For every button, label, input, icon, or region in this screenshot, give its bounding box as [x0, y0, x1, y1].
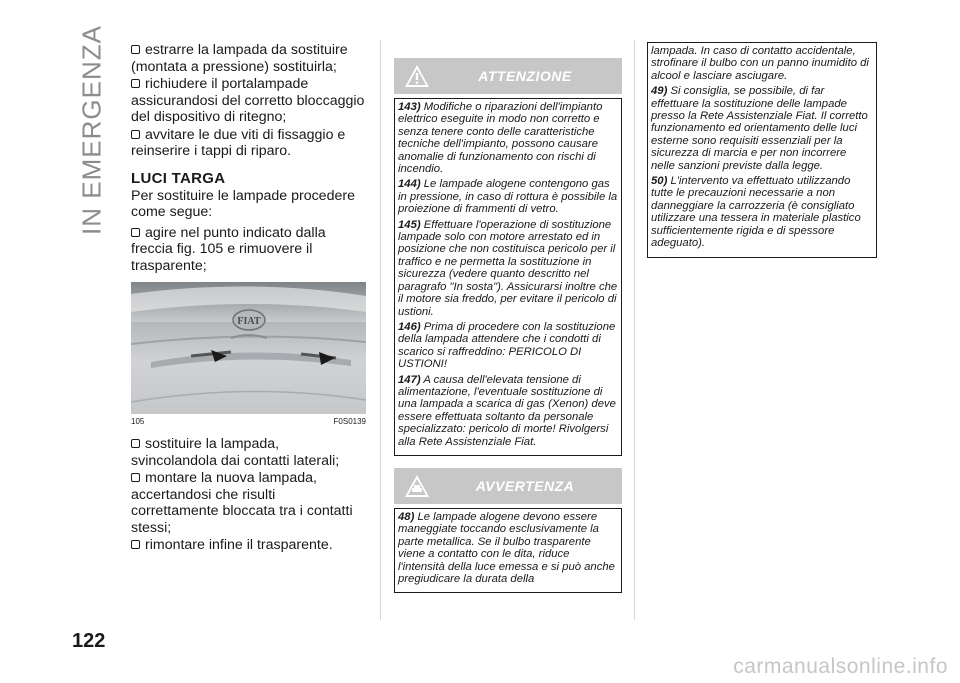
bullet-item: sostituire la lampada, svincolandola dai contatti laterali; — [131, 436, 340, 469]
attenzione-box — [394, 98, 622, 456]
avvertenza-title: AVVERTENZA — [475, 477, 575, 494]
tailgate-illustration — [131, 282, 366, 414]
figure-caption — [131, 417, 366, 426]
note-item: 146) Prima di procedere con la sostituzione della lampada attendere che i condotti di scarico si raffreddino: PERICOLO DI USTIONI! — [398, 320, 616, 371]
note-item: 147) A causa dell'elevata tensione di alimentazione, l'eventuale sostituzione di una lampada a scarica di gas (Xenon) deve essere effettuata soltanto da personale specializzato: pericolo di morte! Rivolgersi alla Rete Assistenziale Fiat. — [398, 373, 616, 448]
page-number: 122 — [72, 630, 106, 652]
bullet-item: agire nel punto indicato dalla freccia fig. 105 e rimuovere il trasparente; — [131, 224, 326, 274]
column-warnings — [394, 58, 622, 593]
checkbox-bullet-icon — [131, 540, 140, 549]
section-tab-label: IN EMERGENZA — [76, 25, 107, 235]
bullet-item: richiudere il portalampade assicurandosi del corretto bloccaggio del dispositivo di ritegno; — [131, 76, 365, 125]
checkbox-bullet-icon — [131, 228, 140, 237]
note-continuation: lampada. In caso di contatto accidentale, strofinare il bulbo con un panno inumidito di alcool e lasciare asciugare. — [651, 45, 869, 82]
bullet-item: avvitare le due viti di fissaggio e reinserire i tappi di riparo. — [131, 126, 346, 159]
attenzione-title: ATTENZIONE — [478, 68, 572, 84]
column-procedure — [131, 42, 366, 555]
bullet-item: estrarre la lampada da sostituire (montata a pressione) sostituirla; — [131, 42, 348, 75]
note-item: 49) Si consiglia, se possibile, di far effettuare la sostituzione delle lampade presso la Rete Assistenziale Fiat. Il corretto funzionamento ed orientamento delle luci esterne sono requisiti essenziali per la sicurezza di marcia e per non incorrere nelle sanzioni previste dalla legge. — [651, 85, 868, 172]
figure-code: F0S0139 — [333, 417, 366, 426]
intro-text: Per sostituire le lampade procedere come segue: — [131, 187, 355, 220]
bullet-item: rimontare infine il trasparente. — [131, 537, 366, 554]
note-item: 143) Modifiche o riparazioni dell'impianto elettrico eseguite in modo non corretto e senza tenere conto delle caratteristiche tecniche dell'impianto, possono causare anomalie di funzionamento con rischi di incendio. — [398, 101, 603, 176]
note-item: 48) Le lampade alogene devono essere maneggiate toccando esclusivamente la parte metallica. Se il bulbo trasparente viene a contatto con le dita, riduce l'intensità della luce emessa e si può anche pregiudicare la durata della — [398, 510, 615, 585]
column-divider — [380, 40, 381, 620]
note-item: 50) L'intervento va effettuato utilizzando tutte le precauzioni necessarie a non danneggiare la carrozzeria (è consigliato utilizzare una tessera in materiale plastico sufficientemente rigida e di spessore adeguato). — [651, 175, 861, 250]
checkbox-bullet-icon — [131, 45, 140, 54]
note-item: 144) Le lampade alogene contengono gas in pressione, in caso di rottura è possibile la proiezione di frammenti di vetro. — [398, 178, 618, 216]
watermark: carmanualsonline.info — [733, 655, 948, 678]
figure-number: 105 — [131, 417, 145, 426]
avvertenza-box-continued — [647, 42, 877, 258]
section-tab — [72, 25, 112, 235]
column-divider — [634, 40, 635, 620]
column-notes-continued — [647, 42, 877, 258]
bullet-item: montare la nuova lampada, accertandosi che risulti correttamente bloccata tra i contatti stessi; — [131, 470, 353, 536]
avvertenza-box — [394, 508, 622, 593]
attenzione-header — [394, 58, 622, 94]
section-heading: LUCI TARGA — [131, 169, 226, 187]
figure-license-plate-light — [131, 282, 366, 414]
checkbox-bullet-icon — [131, 130, 140, 139]
checkbox-bullet-icon — [131, 79, 140, 88]
checkbox-bullet-icon — [131, 439, 140, 448]
note-item: 145) Effettuare l'operazione di sostituzione lampade solo con motore arrestato ed in posizione che non costituisca pericolo per il traffico e ne permetta la sostituzione in sicurezza (vedere quanto descritto nel paragrafo "In sosta"). Assicurarsi inoltre che il motore sia freddo, per evitare il pericolo di ustioni. — [398, 218, 618, 318]
checkbox-bullet-icon — [131, 473, 140, 482]
avvertenza-header — [394, 468, 622, 504]
brand-logo: FIAT — [237, 316, 261, 327]
